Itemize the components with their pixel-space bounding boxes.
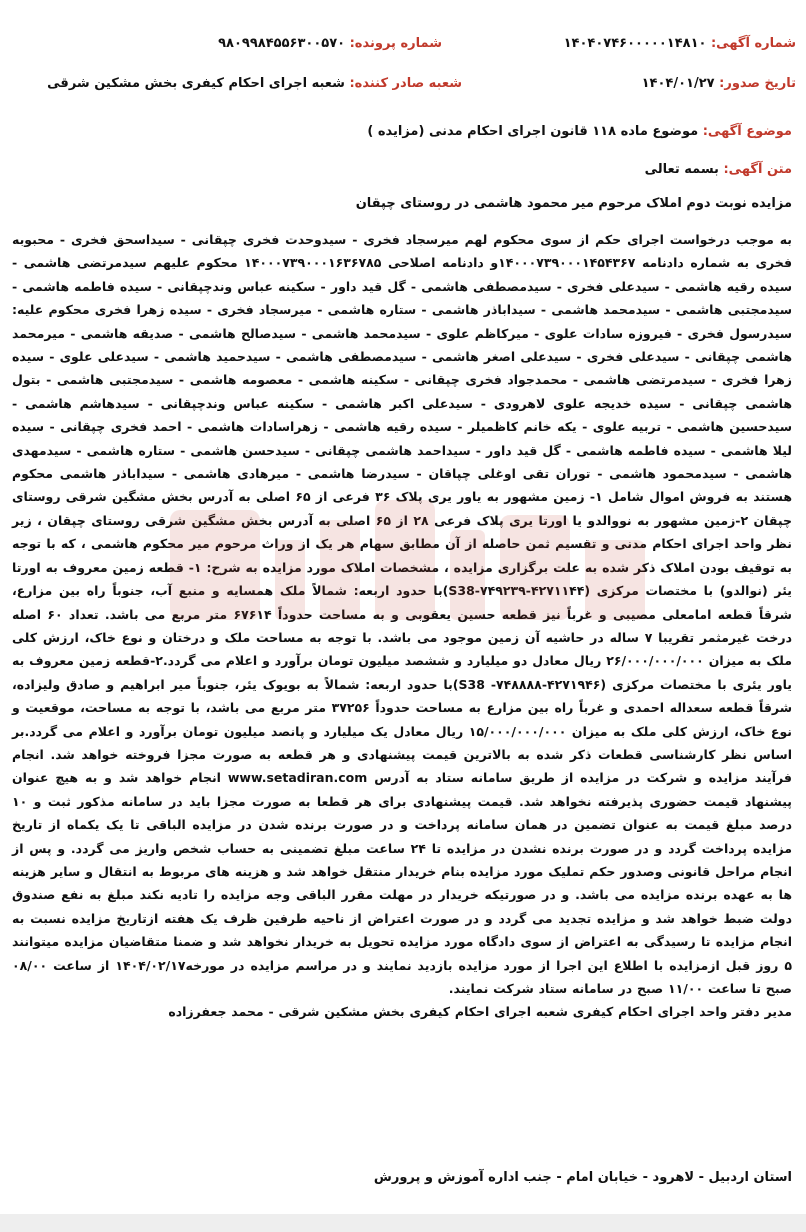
subject-label: موضوع آگهی: bbox=[702, 124, 792, 139]
ad-number-label: شماره آگهی: bbox=[710, 36, 796, 51]
text-label: متن آگهی: bbox=[723, 162, 792, 177]
signature-line: مدیر دفتر واحد اجرای احکام کیفری شعبه اجرای احکام کیفری بخش مشکین شرقی - محمد جعفرزاده bbox=[168, 1004, 792, 1020]
notice-body bbox=[12, 228, 792, 1024]
issue-date-label: تاریخ صدور: bbox=[719, 76, 796, 91]
ad-number-row bbox=[564, 36, 796, 51]
issue-date-value: ۱۴۰۴/۰۱/۲۷ bbox=[641, 76, 715, 91]
subject-row bbox=[367, 124, 792, 139]
issue-date-row bbox=[642, 76, 796, 91]
body-paragraph-2: انجام خواهد شد و به هیچ عنوان پیشنهاد قیمت حضوری پذیرفته نخواهد شد. قیمت پیشنهادی برای هر قطعا به صورت مجزا باید در سامانه مذکور ثبت و ۱۰ درصد مبلغ قیمت به عنوان تضمین در همان سامانه پرداخت و در صورت برنده شدن در مزایده الباقی تا یک یکماه از تاریخ مزایده پرداخت گردد و در صورت برنده نشدن در مزایده تا ۲۴ ساعت مبلغ تضمینی به حساب شخص واریز می گردد. و پس از انجام مراحل قانونی وصدور حکم تملیک مورد مزایده بنام خریدار منتقل خواهد شد و هزینه های مربوط به انتقال و سایر هزینه ها به عهده برنده مزایده می باشد. و در صورتیکه خریدار در مهلت مقرر الباقی وجه مزایده را تادیه نکند مبلغ به نفع صندوق دولت ضبط خواهد شد و مزایده تجدید می گردد و در صورت اعتراض از ناحیه طرفین ظرف یک هفته ازتاریخ مزایده نسبت به انجام مزایده تا رسیدگی به اعتراض از سوی دادگاه مورد مزایده تحویل به خریدار نخواهد شد و ضمنا متقاضیان مزایده میتوانند ۵ روز قبل ازمزایده با اطلاع این اجرا از مورد مزایده بازدید نمایند و در مراسم مزایده در مورخه۱۴۰۴/۰۲/۱۷ از ساعت ۰۸/۰۰ صبح تا ساعت ۱۱/۰۰ صبح در سامانه ستاد شرکت نمایند. bbox=[12, 770, 792, 996]
issuer-value: شعبه اجرای احکام کیفری بخش مشکین شرقی bbox=[47, 76, 345, 91]
text-opening: بسمه تعالی bbox=[644, 162, 719, 177]
body-paragraph-1: به موجب درخواست اجرای حکم از سوی محکوم لهم میرسجاد فخری - سیدوحدت فخری چپقانی - سیداسحق فخری - محبوبه فخری به شماره دادنامه ۱۴۰۰۰۷۳۹۰۰۰۱۴۵۴۳۶۷و دادنامه اصلاحی ۱۴۰۰۰۷۳۹۰۰۰۱۶۳۶۷۸۵ محکوم علیهم سیدمرتضی هاشمی - سیده رقیه هاشمی - سیدعلی فخری - سیدمصطفی هاشمی - گل قید داور - سکینه عباس وندچپقانی - سیده فاطمه هاشمی - سیدمجتبی هاشمی - سیدمحمد هاشمی - سیداباذر هاشمی - ستاره هاشمی - میرسجاد فخری - سیده زهرا فخری محکوم علیه: سیدرسول فخری - فیروزه سادات علوی - میرکاظم علوی - سیدمحمد هاشمی - سیدصالح هاشمی - صدیقه هاشمی - میرمحمد هاشمی چپقانی - سیدعلی فخری - سیدعلی اصغر هاشمی - سیدمصطفی هاشمی - سیدحمید هاشمی - سیدعلی علوی - سیده زهرا فخری - سیدمرتضی هاشمی - محمدجواد فخری چپقانی - سکینه هاشمی - معصومه هاشمی - سیدمجتبی هاشمی - بتول هاشمی چپقانی - سیده خدیجه علوی لاهرودی - سیدعلی اکبر هاشمی - سکینه عباس وندچپقانی - سیدهاشم هاشمی - سیدحسین هاشمی - تربیه علوی - یکه خانم کاظمیلر - سیده رقیه هاشمی - زهراسادات هاشمی - احمد فخری چپقانی - سیده لیلا هاشمی - سیده فاطمه هاشمی - گل قید داور - سیداحمد هاشمی چپقانی - سیدحسن هاشمی - ستاره هاشمی - سیدمهدی هاشمی - سیدمحمود هاشمی - توران تقی اوغلی چپاقان - سیدرضا هاشمی - میرهادی هاشمی - سیداباذر هاشمی محکوم هستند به فروش اموال شامل ۱- زمین مشهور به یاور یری پلاک ۳۶ فرعی از ۶۵ اصلی به آدرس بخش مشگین شرقی روستای چپقان ۲-زمین مشهور به نووالدو یا اورتا یری پلاک فرعی ۲۸ از ۶۵ اصلی به آدرس بخش مشگین شرقی روستای چپقان ، زیر نظر واحد اجرای احکام مدنی و تقسیم ثمن حاصله از آن مطابق سهام هر یک از وراث مرحوم میر محکوم هاشمی ، که با توجه به توقیف بودن املاک ذکر شده به علت برگزاری مزایده ، مشخصات املاک مورد مزایده به شرح: ۱- قطعه زمین معروف به اورتا یئر (نوالدو) با مختصات مرکزی (۴۲۷۱۱۴۴-۷۴۹۲۳۹-S38)با حدود اربعه: شمالاً ملک همسایه و منبع آب، جنوباً راه بین مزارع، شرقاً قطعه امامعلی مصیبی و غرباً نیز قطعه حسین یعقوبی و به مساحت حدوداً ۶۷۶۱۴ متر مربع می باشد. تعداد ۶۰ اصله درخت غیرمثمر تقریبا ۷ ساله در حاشیه آن زمین موجود می باشد. با توجه به مساحت ملک و درختان و نوع خاک، ارزش کلی ملک به میزان ۲۶/۰۰۰/۰۰۰/۰۰۰ ریال معادل دو میلیارد و ششصد میلیون تومان برآورد و اعلام می گردد.۲-قطعه زمین معروف به یاور یئری با مختصات مرکزی (۴۲۷۱۹۴۶-۷۴۸۸۸۸- S38)با حدود اربعه: شمالاً به بویوک یئر، جنوباً میر ابراهیم و صادق ولیزاده، شرقاً قطعه سعداله احمدی و غرباً راه بین مزارع به مساحت حدوداً ۳۷۲۵۶ متر مربع می باشد، با توجه به مساحت، موقعیت و نوع خاک، ارزش کلی ملک به میزان ۱۵/۰۰۰/۰۰۰/۰۰۰ ریال معادل یک میلیارد و پانصد میلیون تومان برآورد و اعلام می گردد.بر اساس نظر کارشناسی قطعات ذکر شده به بالاترین قیمت پیشنهادی و هر قطعه به صورت مجزا فروخته خواهد شد. انجام فرآیند مزایده و شرکت در مزایده از طریق سامانه ستاد به آدرس bbox=[12, 232, 793, 786]
case-number-label: شماره پرونده: bbox=[349, 36, 442, 51]
ad-number-value: ۱۴۰۴۰۷۴۶۰۰۰۰۰۱۴۸۱۰ bbox=[563, 36, 707, 51]
address-line: استان اردبیل - لاهرود - خیابان امام - جنب اداره آموزش و پرورش bbox=[373, 1170, 792, 1185]
subject-value: موضوع ماده ۱۱۸ قانون اجرای احکام مدنی (مزایده ) bbox=[367, 124, 699, 139]
website-link[interactable]: www.setadiran.com bbox=[227, 770, 368, 786]
case-number-row bbox=[218, 36, 442, 51]
notice-title: مزایده نوبت دوم املاک مرحوم میر محمود هاشمی در روستای چپقان bbox=[355, 196, 792, 211]
text-row bbox=[645, 162, 792, 177]
issuer-label: شعبه صادر کننده: bbox=[349, 76, 462, 91]
case-number-value: ۹۸۰۹۹۸۴۵۵۶۳۰۰۵۷۰ bbox=[218, 36, 346, 51]
page-bottom-edge bbox=[0, 1214, 806, 1232]
issuer-row bbox=[47, 76, 462, 91]
